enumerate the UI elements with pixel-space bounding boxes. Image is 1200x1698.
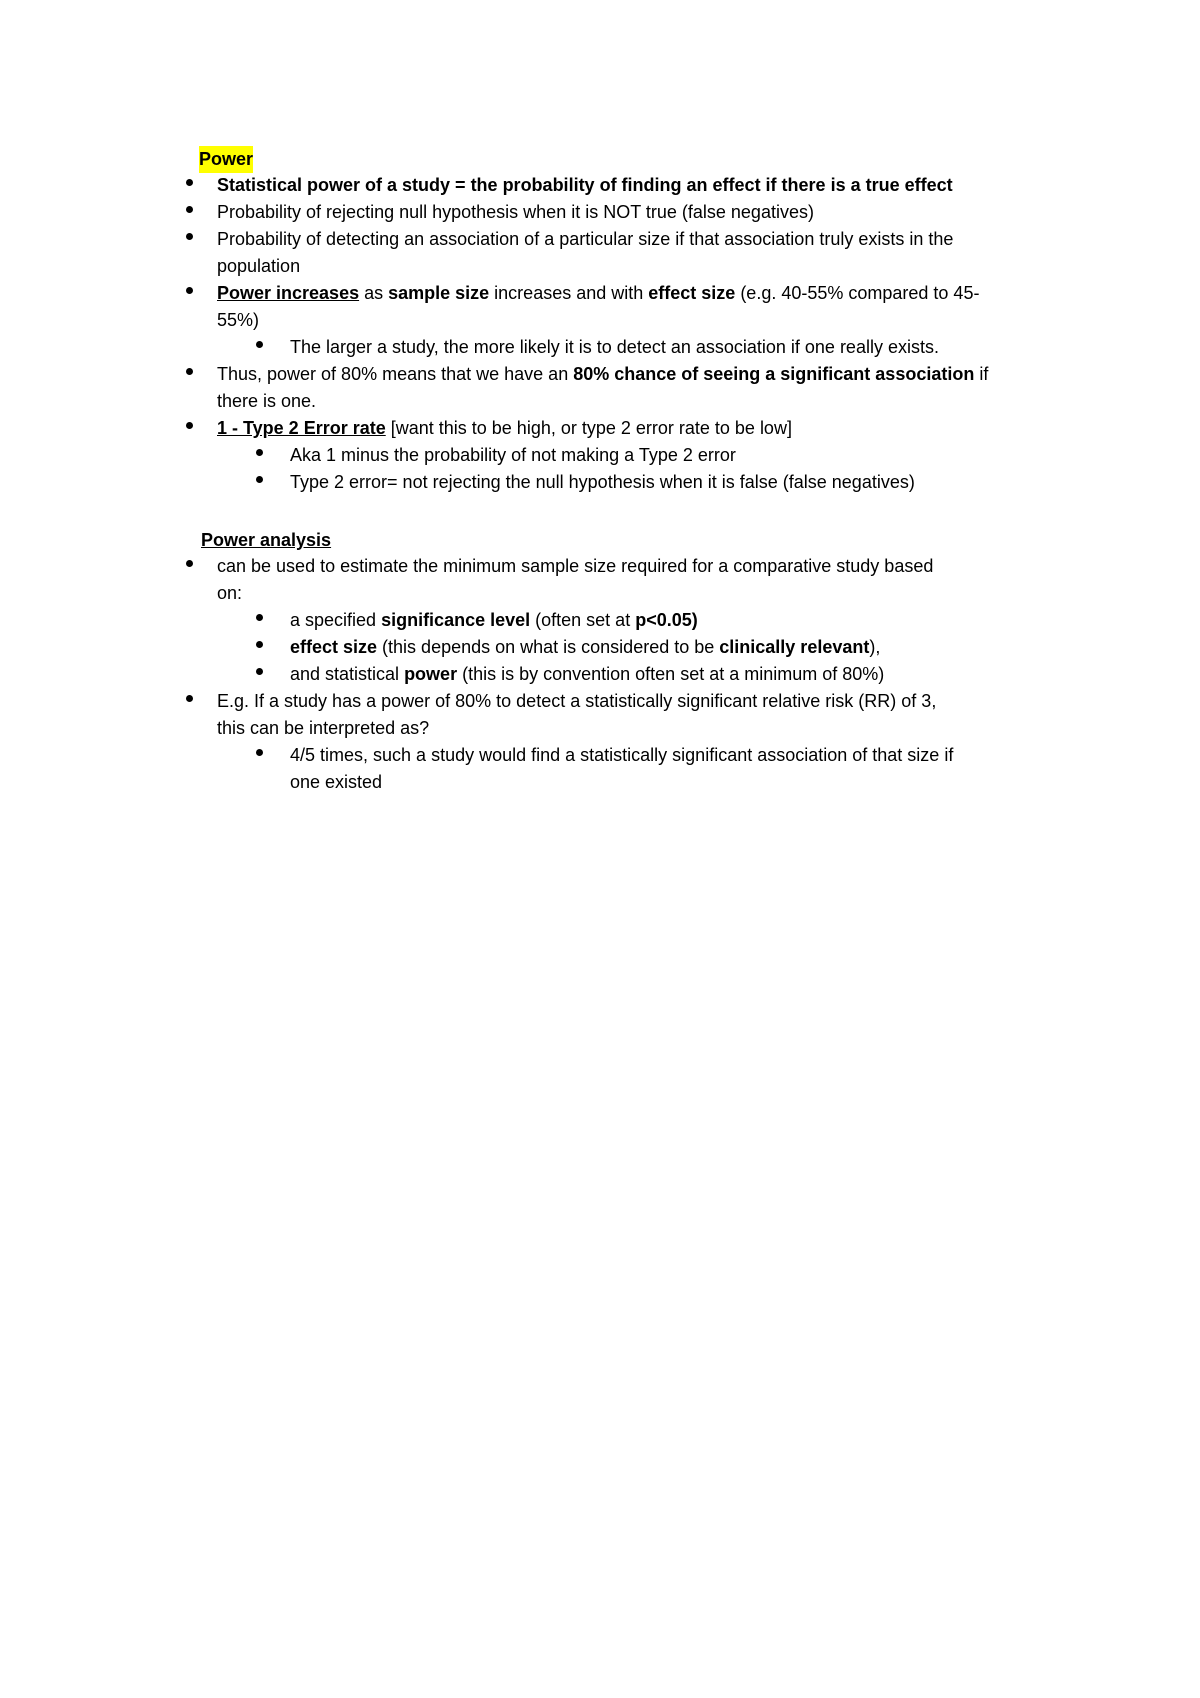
sub-bullet-icon <box>256 749 263 756</box>
text-run: [want this to be high, or type 2 error rate to be low] <box>385 418 792 438</box>
type2-error-rate-term: 1 - Type 2 Error rate <box>217 418 386 438</box>
rejecting-null-line: Probability of rejecting null hypothesis when it is NOT true (false negatives) <box>217 202 814 222</box>
larger-study-line: The larger a study, the more likely it is to detect an association if one really exists. <box>290 337 939 357</box>
sub-bullet-icon <box>256 641 263 648</box>
text-run: a specified <box>290 610 382 630</box>
bullet-icon <box>186 287 193 294</box>
chance-significant-term: 80% chance of seeing a significant association <box>573 364 975 384</box>
interpretation-line: 4/5 times, such a study would find a statistically significant association of that size if <box>290 745 954 765</box>
type2-error-definition: Type 2 error= not rejecting the null hypothesis when it is false (false negatives) <box>290 472 915 492</box>
bullet-icon <box>186 179 193 186</box>
effect-size-term: effect size <box>648 283 736 303</box>
bullet-icon <box>186 695 193 702</box>
aka-line: Aka 1 minus the probability of not making a Type 2 error <box>290 445 736 465</box>
estimate-sample-size-line-cont: on: <box>217 583 243 603</box>
power-definition: Statistical power of a study = the probability of finding an effect if there is a true effect <box>217 175 953 195</box>
text-run: (this is by convention often set at a minimum of 80%) <box>457 664 885 684</box>
text-run: increases and with <box>489 283 649 303</box>
bullet-icon <box>186 368 193 375</box>
interpretation-line-cont: one existed <box>290 772 383 792</box>
bullet-icon <box>186 206 193 213</box>
statistical-power-line <box>290 661 884 688</box>
thus-power-line-cont: there is one. <box>217 391 317 411</box>
significance-level-line <box>290 607 698 634</box>
power-increases-term: Power increases <box>217 283 360 303</box>
clinically-relevant-term: clinically relevant <box>719 637 870 657</box>
sub-bullet-icon <box>256 668 263 675</box>
bullet-icon <box>186 560 193 567</box>
text-run: ), <box>869 637 881 657</box>
text-run: Thus, power of 80% means that we have an <box>217 364 574 384</box>
text-run: if <box>974 364 989 384</box>
text-run: as <box>359 283 389 303</box>
example-line-cont: this can be interpreted as? <box>217 718 430 738</box>
section-heading-power-analysis: Power analysis <box>201 530 332 550</box>
type2-error-rate-line <box>217 415 792 442</box>
significance-level-term: significance level <box>381 610 531 630</box>
p-value-term: p<0.05) <box>635 610 698 630</box>
effect-size-line <box>290 634 880 661</box>
sub-bullet-icon <box>256 341 263 348</box>
effect-size-term: effect size <box>290 637 378 657</box>
text-run: (often set at <box>530 610 636 630</box>
detecting-association-line-cont: population <box>217 256 301 276</box>
example-line: E.g. If a study has a power of 80% to detect a statistically significant relative risk (RR) of 3, <box>217 691 937 711</box>
sample-size-term: sample size <box>388 283 490 303</box>
power-increases-line-cont: 55%) <box>217 310 260 330</box>
sub-bullet-icon <box>256 614 263 621</box>
text-run: and statistical <box>290 664 405 684</box>
detecting-association-line: Probability of detecting an association of a particular size if that association truly exists in the <box>217 229 954 249</box>
bullet-icon <box>186 422 193 429</box>
power-increases-line <box>217 280 979 307</box>
bullet-icon <box>186 233 193 240</box>
sub-bullet-icon <box>256 476 263 483</box>
section-heading-power: Power <box>199 146 253 173</box>
power-term: power <box>404 664 458 684</box>
text-run: (this depends on what is considered to be <box>377 637 720 657</box>
estimate-sample-size-line: can be used to estimate the minimum sample size required for a comparative study based <box>217 556 934 576</box>
sub-bullet-icon <box>256 449 263 456</box>
text-run: (e.g. 40-55% compared to 45- <box>735 283 980 303</box>
thus-power-line <box>217 361 988 388</box>
